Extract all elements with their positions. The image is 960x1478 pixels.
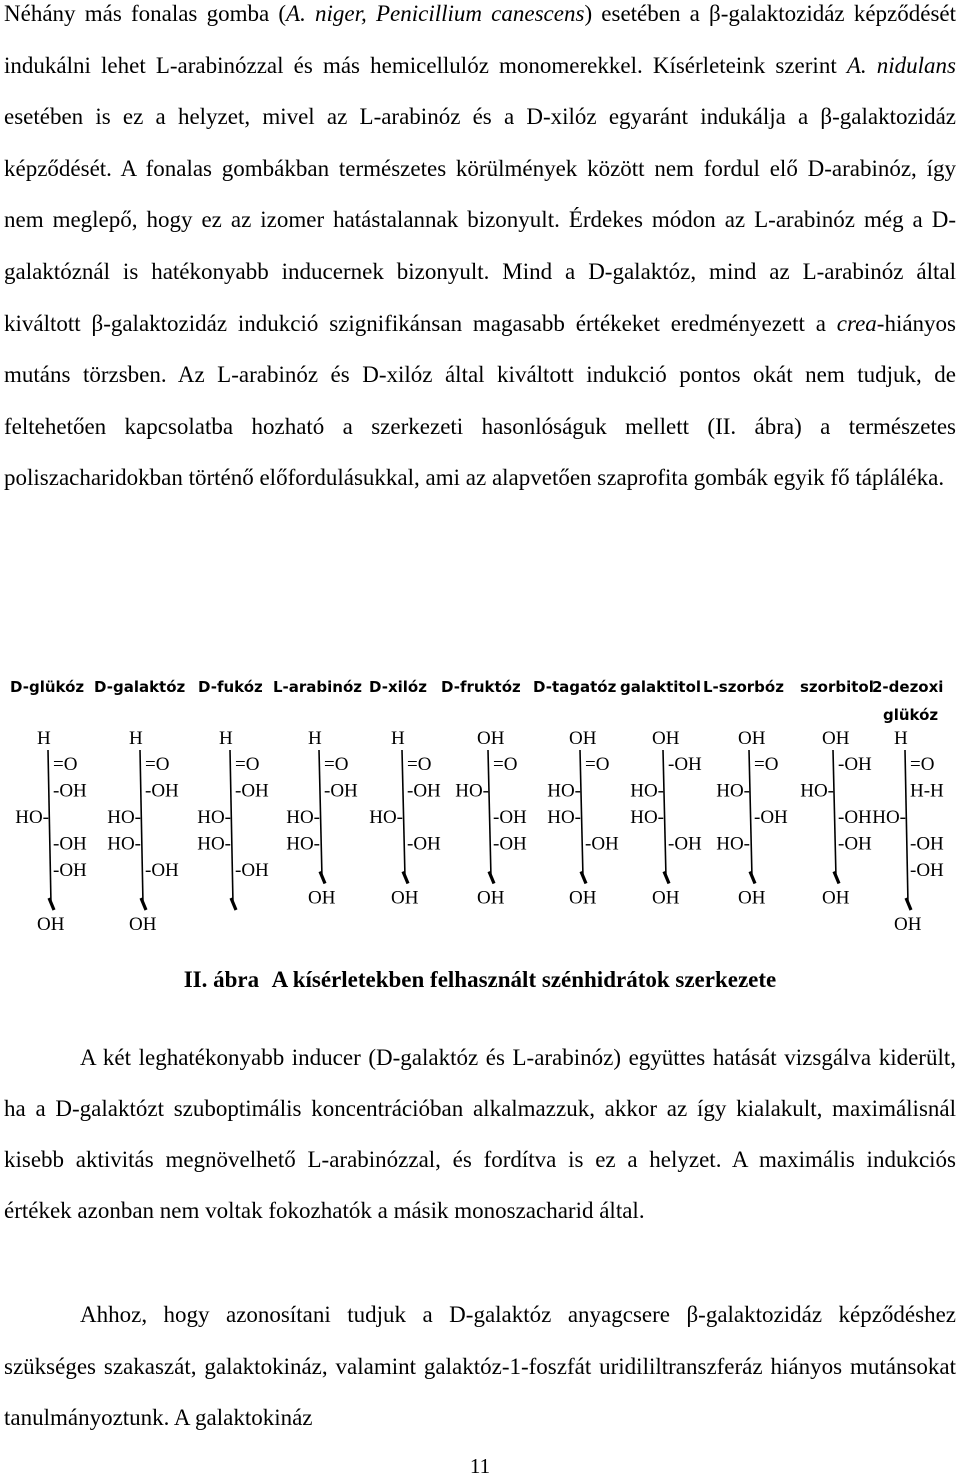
structure-bottom-group: OH	[569, 887, 597, 909]
structure-name-label: glükóz	[883, 706, 939, 724]
substituent-right: -OH	[585, 833, 619, 855]
caption-label: II. ábra	[183, 967, 260, 992]
substituent-right: =O	[910, 754, 935, 775]
substituent-right: -OH	[145, 780, 179, 802]
fischer-projections	[0, 668, 960, 958]
structure-top-group: H	[37, 728, 51, 749]
structure-top-group: H	[391, 728, 405, 749]
substituent-left: HO-	[716, 780, 750, 802]
substituent-right: -OH	[324, 780, 358, 802]
substituent-right: -OH	[838, 807, 872, 828]
substituent-left: HO-	[107, 807, 141, 828]
structure-top-group: OH	[569, 728, 597, 749]
text-run: esetében is ez a helyzet, mivel az L-arabinóz és a D-xilóz egyaránt indukálja a β-galaktozidáz képződését. A fonalas gombákban természetes körülmények között nem fordul elő D-arabinóz, így nem meglepő, hogy ez az izomer hatástalannak bizonyult. Érdekes módon az L-arabinóz még a D-galaktóznál is hatékonyabb inducernek bizonyult. Mind a D-galaktóz, mind az L-arabinóz által kiváltott β-galaktozidáz indukció szignifikánsan magasabb értékeket eredményezett a	[4, 104, 956, 336]
structure-bottom-group: OH	[308, 887, 336, 909]
structure-top-group: H	[894, 728, 908, 749]
substituent-right: =O	[324, 754, 349, 775]
structure-name-label: L-szorbóz	[703, 678, 784, 696]
structure-bottom-group: OH	[894, 914, 922, 935]
substituent-left: HO-	[630, 780, 664, 802]
substituent-right: -OH	[53, 780, 87, 802]
structure-top-group: OH	[477, 728, 505, 749]
substituent-right: -OH	[145, 860, 179, 881]
italic-species: A. nidulans	[846, 52, 957, 78]
italic-species: A. niger, Penicillium canescens	[286, 1, 585, 26]
text-run: ) esetében a β-galaktozidáz képződését indukálni lehet L-arabinózzal és más hemicellulóz monomerekkel. Kísérleteink szerint	[4, 1, 957, 78]
substituent-right: =O	[407, 754, 432, 775]
structure-name-label: D-fukóz	[198, 678, 263, 696]
substituent-right: =O	[754, 754, 779, 775]
paragraph-2: A két leghatékonyabb inducer (D-galaktóz és L-arabinóz) együttes hatását vizsgálva kiderült, ha a D-galaktózt szuboptimális koncentrációban alkalmazzuk, akkor az így kialakult, maximálisnál kisebb aktivitás megnövelhető L-arabinózzal, és fordítva is ez a helyzet. A maximális indukciós értékek azonban nem voltak fokozhatók a másik monoszacharid által.	[4, 1045, 956, 1223]
substituent-right: =O	[235, 754, 260, 775]
substituent-left: HO-	[369, 807, 403, 828]
paragraph-1	[4, 0, 956, 504]
substituent-right: -OH	[910, 833, 944, 855]
page-number: 11	[469, 1454, 491, 1478]
structure-name-label: L-arabinóz	[273, 678, 363, 696]
substituent-right: =O	[493, 754, 518, 775]
substituent-right: -OH	[493, 807, 527, 828]
substituent-left: HO-	[547, 780, 581, 802]
substituent-left: HO-	[197, 807, 231, 828]
substituent-left: HO-	[872, 807, 906, 828]
figure-caption	[0, 962, 960, 998]
structure-name-label: 2-dezoxi	[872, 678, 944, 696]
structure-bottom-group: OH	[738, 887, 766, 909]
substituent-right: H-H	[910, 780, 944, 802]
substituent-right: -OH	[235, 780, 269, 802]
carbohydrate-structures-figure	[0, 668, 960, 958]
substituent-right: =O	[585, 754, 610, 775]
structure-top-group: OH	[822, 728, 850, 749]
substituent-left: HO-	[286, 807, 320, 828]
substituent-right: -OH	[668, 754, 702, 775]
substituent-right: -OH	[668, 833, 702, 855]
substituent-left: HO-	[716, 833, 750, 855]
structure-bottom-group: OH	[477, 887, 505, 909]
structure-top-group: H	[219, 728, 233, 749]
structure-bottom-group: OH	[129, 914, 157, 935]
substituent-right: -OH	[910, 860, 944, 881]
paragraph-3: Ahhoz, hogy azonosítani tudjuk a D-galaktóz anyagcsere β-galaktozidáz képződéshez szükséges szakaszát, galaktokináz, valamint galaktóz-1-foszfát uridililtranszferáz hiányos mutánsokat tanulmányoztunk. A galaktokináz	[4, 1302, 956, 1431]
structure-bottom-group: OH	[822, 887, 850, 909]
substituent-right: -OH	[53, 833, 87, 855]
carbon-chain-bond	[749, 750, 752, 878]
substituent-left: HO-	[547, 807, 581, 828]
text-run: -hiányos mutáns törzsben. Az L-arabinóz és D-xilóz által kiváltott indukció pontos okát nem tudjuk, de feltehetően kapcsolatba hozható a szerkezeti hasonlóságuk mellett (II. ábra) a természetes poliszacharidokban történő előfordulásukkal, ami az alapvetően szaprofita gombák egyik fő tápláléka.	[4, 310, 956, 491]
substituent-left: HO-	[630, 807, 664, 828]
structure-top-group: OH	[738, 728, 766, 749]
carbon-chain-bond	[833, 750, 836, 878]
substituent-right: =O	[145, 754, 170, 775]
carbon-chain-bond	[488, 750, 491, 878]
structure-name-label: D-galaktóz	[94, 678, 186, 696]
structure-name-label: galaktitol	[620, 678, 702, 696]
substituent-left: HO-	[15, 807, 49, 828]
substituent-left: HO-	[197, 833, 231, 855]
structure-name-label: D-fruktóz	[441, 678, 521, 696]
structure-bottom-group: OH	[652, 887, 680, 909]
substituent-right: -OH	[235, 860, 269, 881]
substituent-right: -OH	[407, 833, 441, 855]
substituent-right: -OH	[838, 833, 872, 855]
structure-top-group: H	[308, 728, 322, 749]
structure-bottom-group: OH	[391, 887, 419, 909]
substituent-right: -OH	[838, 754, 872, 775]
italic-gene: crea	[836, 310, 877, 336]
substituent-left: HO-	[107, 833, 141, 855]
substituent-right: -OH	[754, 807, 788, 828]
structure-top-group: OH	[652, 728, 680, 749]
text-run: Néhány más fonalas gomba (	[4, 1, 287, 26]
structure-name-label: szorbitol	[800, 678, 874, 696]
structure-top-group: H	[129, 728, 143, 749]
substituent-left: HO-	[800, 780, 834, 802]
substituent-right: -OH	[53, 860, 87, 881]
structure-name-label: D-glükóz	[10, 678, 85, 696]
substituent-right: =O	[53, 754, 78, 775]
substituent-left: HO-	[286, 833, 320, 855]
structure-bottom-group: OH	[37, 914, 65, 935]
structure-name-label: D-xilóz	[369, 678, 427, 696]
structure-name-label: D-tagatóz	[533, 678, 617, 696]
substituent-right: -OH	[493, 833, 527, 855]
substituent-right: -OH	[407, 780, 441, 802]
caption-text: A kísérletekben felhasznált szénhidrátok szerkezete	[271, 967, 777, 992]
substituent-left: HO-	[455, 780, 489, 802]
